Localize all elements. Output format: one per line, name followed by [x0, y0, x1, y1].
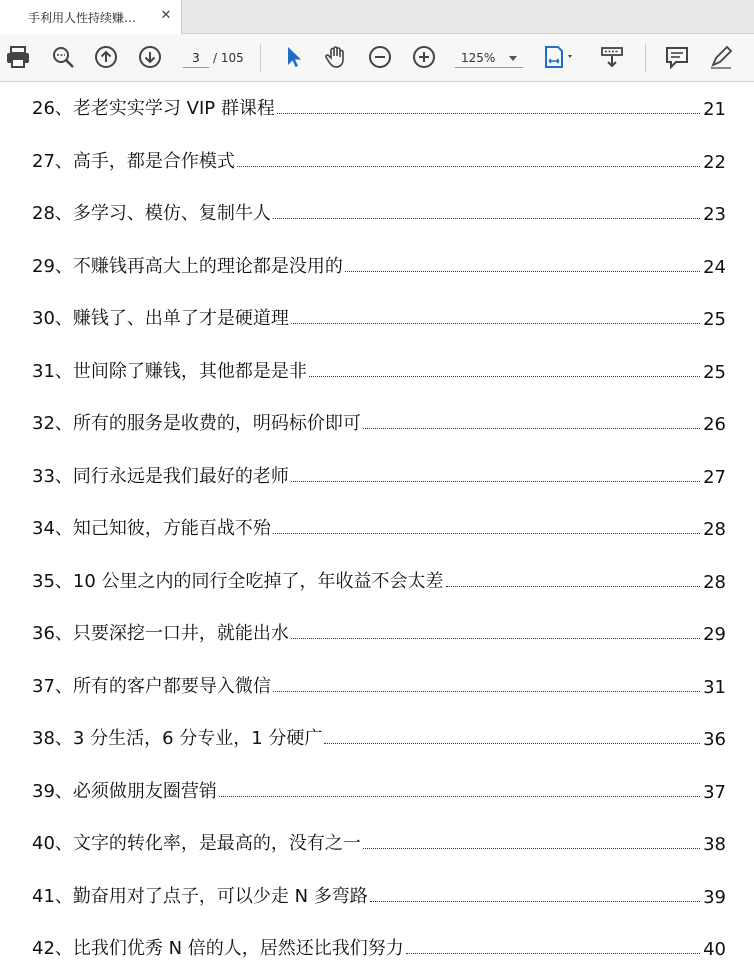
toc-entry-title: 34、知己知彼，方能百战不殆 — [32, 518, 271, 539]
toc-entry[interactable] — [32, 611, 726, 645]
zoom-out-icon[interactable] — [367, 44, 393, 70]
toolbar-divider — [260, 44, 261, 72]
toc-leader-dots — [273, 218, 700, 219]
document-page[interactable] — [0, 83, 754, 970]
toolbar — [0, 34, 754, 82]
toolbar-divider — [645, 44, 646, 72]
toc-entry-title: 42、比我们优秀 N 倍的人，居然还比我们努力 — [32, 938, 404, 959]
toc-entry-page: 22 — [703, 151, 726, 173]
toc-entry[interactable] — [32, 559, 726, 593]
toc-leader-dots — [277, 113, 700, 114]
toc-entry-title: 41、勤奋用对了点子，可以少走 N 多弯路 — [32, 885, 368, 907]
toc-entry-page: 23 — [703, 204, 726, 225]
toc-entry-title: 31、世间除了赚钱，其他都是是非 — [32, 360, 307, 382]
toc-entry[interactable] — [32, 506, 726, 540]
toc-entry-title: 26、老老实实学习 VIP 群课程 — [32, 98, 275, 119]
toc-entry-page: 27 — [703, 466, 726, 488]
toc-entry[interactable] — [32, 139, 726, 173]
toc-entry-title: 28、多学习、模仿、复制牛人 — [32, 203, 271, 224]
comment-icon[interactable] — [664, 44, 690, 70]
toc-entry-page: 37 — [703, 781, 726, 803]
toc-entry-title: 35、10 公里之内的同行全吃掉了，年收益不会太差 — [32, 570, 444, 592]
toc-entry[interactable] — [32, 244, 726, 278]
zoom-marquee-icon[interactable] — [50, 44, 76, 70]
toc-entry-title: 33、同行永远是我们最好的老师 — [32, 465, 289, 487]
toc-entry[interactable] — [32, 296, 726, 330]
toc-entry-page: 21 — [703, 99, 726, 120]
toc-leader-dots — [345, 271, 700, 272]
chevron-down-icon — [509, 56, 517, 61]
toc-entry-title: 39、必须做朋友圈营销 — [32, 780, 217, 802]
toc-entry-page: 28 — [703, 519, 726, 540]
tab-bar — [0, 0, 754, 34]
page-number-input[interactable]: 3 — [183, 48, 209, 68]
toc-entry-title: 30、赚钱了、出单了才是硬道理 — [32, 308, 289, 329]
toc-leader-dots — [291, 638, 700, 639]
toc-leader-dots — [363, 848, 700, 849]
toc-entry-title: 27、高手，都是合作模式 — [32, 150, 235, 172]
print-icon[interactable] — [5, 44, 31, 70]
toc-entry-page: 25 — [703, 309, 726, 330]
toc-entry[interactable] — [32, 664, 726, 698]
zoom-value: 125% — [461, 51, 496, 65]
toc-leader-dots — [406, 953, 700, 954]
toc-entry-page: 38 — [703, 834, 726, 855]
toc-entry[interactable] — [32, 401, 726, 435]
close-tab-icon[interactable]: ✕ — [160, 8, 172, 23]
toc-entry-page: 39 — [703, 886, 726, 908]
toc-entry-page: 24 — [703, 256, 726, 278]
toc-leader-dots — [273, 533, 700, 534]
toc-leader-dots — [446, 586, 701, 587]
page-total: / 105 — [213, 51, 244, 65]
toc-leader-dots — [273, 691, 700, 692]
toc-leader-dots — [370, 901, 700, 902]
toc-entry-title: 32、所有的服务是收费的，明码标价即可 — [32, 413, 361, 434]
toc-entry-title: 29、不赚钱再高大上的理论都是没用的 — [32, 255, 343, 277]
toc-leader-dots — [324, 743, 700, 744]
toc-entry[interactable] — [32, 349, 726, 383]
toc-entry-page: 31 — [703, 676, 726, 698]
toc-entry[interactable] — [32, 454, 726, 488]
document-tab[interactable] — [0, 0, 182, 34]
toc-leader-dots — [309, 376, 700, 377]
previous-page-icon[interactable] — [93, 44, 119, 70]
toc-entry-title: 36、只要深挖一口井，就能出水 — [32, 623, 289, 644]
pen-icon[interactable] — [708, 44, 734, 70]
toc-entry-page: 29 — [703, 624, 726, 645]
scroll-mode-icon[interactable] — [599, 44, 625, 70]
toc-entry-page: 26 — [703, 414, 726, 435]
toc-entry[interactable] — [32, 769, 726, 803]
toc-leader-dots — [363, 428, 700, 429]
zoom-dropdown[interactable] — [455, 48, 523, 68]
hand-icon[interactable] — [323, 44, 349, 70]
toc-entry[interactable] — [32, 716, 726, 750]
fit-page-icon[interactable] — [542, 44, 578, 70]
tab-title: 手利用人性持续赚… — [28, 11, 137, 25]
next-page-icon[interactable] — [137, 44, 163, 70]
toc-leader-dots — [291, 323, 700, 324]
toc-entry-title: 40、文字的转化率，是最高的，没有之一 — [32, 833, 361, 854]
toc-entry[interactable] — [32, 86, 726, 120]
toc-entry-page: 36 — [703, 729, 726, 750]
zoom-in-icon[interactable] — [411, 44, 437, 70]
toc-entry[interactable] — [32, 874, 726, 908]
toc-leader-dots — [237, 166, 700, 167]
toc-entry-title: 37、所有的客户都要导入微信 — [32, 675, 271, 697]
toc-entry[interactable] — [32, 821, 726, 855]
select-cursor-icon[interactable] — [280, 44, 306, 70]
toc-entry[interactable] — [32, 926, 726, 960]
toc-entry-title: 38、3 分生活，6 分专业，1 分硬广 — [32, 728, 323, 749]
toc-entry-page: 28 — [703, 571, 726, 593]
toc-entry-page: 25 — [703, 361, 726, 383]
toc-entry-page: 40 — [703, 939, 726, 960]
toc-leader-dots — [219, 796, 700, 797]
toc-entry[interactable] — [32, 191, 726, 225]
toc-leader-dots — [291, 481, 700, 482]
